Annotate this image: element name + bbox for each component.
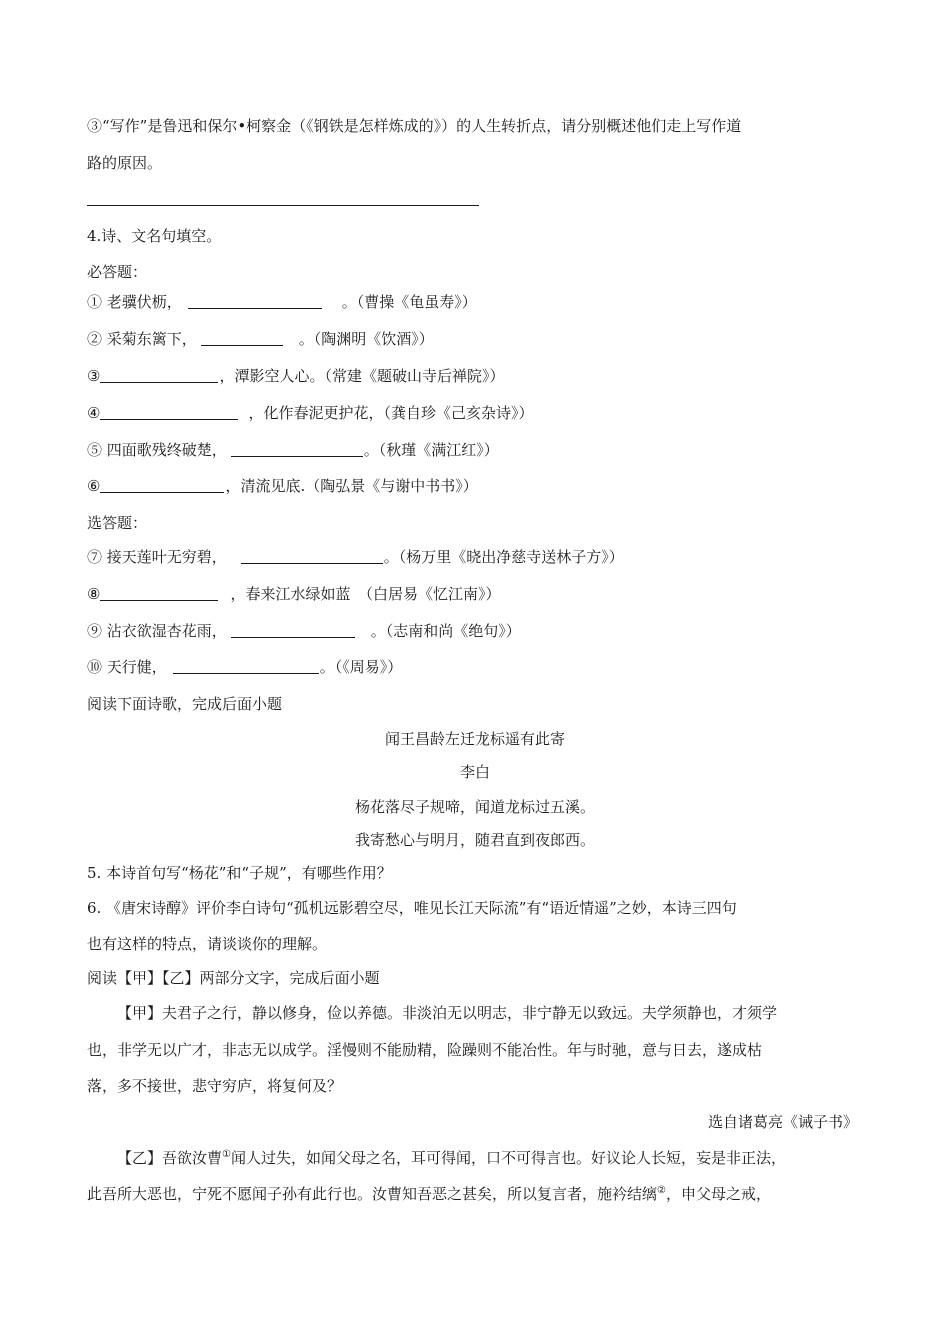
fill-blank[interactable] — [231, 622, 355, 638]
answer-line[interactable] — [87, 205, 479, 206]
fill-blank[interactable] — [188, 293, 322, 309]
fill-item-text: ② 采菊东篱下， — [87, 330, 197, 348]
reading-intro: 阅读【甲】【乙】两部分文字，完成后面小题 — [87, 969, 380, 987]
fill-blank[interactable] — [241, 548, 383, 564]
fill-item-text: ⑧ — [87, 585, 101, 603]
fill-item-source: ，清流见底.（陶弘景《与谢中书书》） — [225, 477, 478, 495]
fill-item-source: 。（杨万里《晓出净慈寺送林子方》） — [383, 548, 624, 566]
fill-blank[interactable] — [100, 404, 238, 420]
fill-item-text: ⑨ 沾衣欲湿杏花雨， — [87, 622, 227, 640]
passage-jia-line2: 也，非学无以广才，非志无以成学。淫慢则不能励精，险躁则不能冶性。年与时驰，意与日去，遂成枯 — [87, 1041, 763, 1059]
passage-yi-text: 此吾所大恶也，宁死不愿闻子孙有此行也。汝曹知吾恶之甚矣，所以复言者，施衿结缡 — [87, 1185, 658, 1203]
fill-blank[interactable] — [201, 330, 283, 346]
fill-item-7 — [87, 547, 624, 567]
fill-item-source: 。（曹操《龟虽寿》） — [341, 293, 477, 311]
passage-yi-line2 — [87, 1184, 771, 1204]
footnote-marker: ① — [222, 1149, 231, 1160]
required-label: 必答题： — [87, 263, 148, 281]
q3-sub3-line2: 路的原因。 — [87, 154, 163, 172]
fill-item-4 — [87, 403, 533, 423]
fill-item-5 — [87, 440, 499, 460]
fill-item-8 — [87, 584, 500, 604]
fill-item-source: 。（陶渊明《饮酒》） — [298, 330, 434, 348]
fill-item-source: ，春来江水绿如蓝 （白居易《忆江南》） — [230, 585, 501, 603]
question-6-line2: 也有这样的特点，请谈谈你的理解。 — [87, 935, 328, 953]
poem-title: 闻王昌龄左迁龙标遥有此寄 — [384, 730, 565, 748]
fill-item-1 — [87, 292, 477, 312]
fill-item-text: ⑥ — [87, 477, 101, 495]
poem-line-1: 杨花落尽子规啼，闻道龙标过五溪。 — [354, 798, 595, 816]
question-5: 5. 本诗首句写“杨花”和“子规”，有哪些作用？ — [87, 864, 392, 882]
fill-item-3 — [87, 366, 504, 386]
fill-item-2 — [87, 329, 434, 349]
passage-yi-line1 — [117, 1148, 786, 1168]
q4-title: 4.诗、文名句填空。 — [87, 227, 222, 245]
passage-jia-line3: 落，多不接世，悲守穷庐，将复何及？ — [87, 1077, 343, 1095]
fill-item-text: ④ — [87, 404, 101, 422]
fill-blank[interactable] — [100, 585, 218, 601]
fill-item-10 — [87, 657, 402, 677]
optional-label: 选答题： — [87, 514, 148, 532]
fill-item-text: ⑦ 接天莲叶无穷碧， — [87, 548, 227, 566]
fill-item-source: ，潭影空人心。（常建《题破山寺后禅院》） — [219, 367, 505, 385]
fill-item-9 — [87, 621, 521, 641]
passage-yi-text: 闻人过失，如闻父母之名，耳可得闻，口不可得言也。好议论人长短，妄是非正法， — [230, 1149, 786, 1167]
fill-item-text: ① 老骥伏枥， — [87, 293, 182, 311]
fill-item-text: ③ — [87, 367, 101, 385]
fill-item-source: ，化作春泥更护花，（龚自珍《己亥杂诗》） — [248, 404, 534, 422]
question-6-line1: 6. 《唐宋诗醇》评价李白诗句“孤机远影碧空尽，唯见长江天际流”有“语近情遥”之妙，本诗三四句 — [87, 899, 737, 917]
footnote-marker: ② — [657, 1185, 666, 1196]
fill-blank[interactable] — [231, 441, 363, 457]
passage-yi-text: ，申父母之戒， — [665, 1185, 771, 1203]
fill-item-source: 。（《周易》） — [319, 658, 403, 676]
passage-jia-source: 选自诸葛亮《诫子书》 — [707, 1113, 858, 1131]
poem-line-2: 我寄愁心与明月，随君直到夜郎西。 — [354, 831, 595, 849]
passage-yi-text: 【乙】吾欲汝曹 — [117, 1149, 223, 1167]
fill-blank[interactable] — [100, 367, 218, 383]
fill-item-source: 。（志南和尚《绝句》） — [370, 622, 521, 640]
poem-author: 李白 — [459, 763, 490, 781]
poem-intro: 阅读下面诗歌，完成后面小题 — [87, 695, 283, 713]
fill-item-text: ⑤ 四面歌残终破楚， — [87, 441, 227, 459]
fill-item-source: 。（秋瑾《满江红》） — [363, 441, 499, 459]
q3-sub3-line1: ③“写作”是鲁迅和保尔•柯察金（《钢铁是怎样炼成的》）的人生转折点，请分别概述他们走上写作道 — [87, 117, 742, 135]
fill-item-text: ⑩ 天行健， — [87, 658, 167, 676]
fill-blank[interactable] — [100, 477, 224, 493]
passage-jia-line1: 【甲】夫君子之行，静以修身，俭以养德。非淡泊无以明志，非宁静无以致远。夫学须静也，才须学 — [117, 1004, 778, 1022]
fill-item-6 — [87, 476, 478, 496]
fill-blank[interactable] — [173, 658, 319, 674]
